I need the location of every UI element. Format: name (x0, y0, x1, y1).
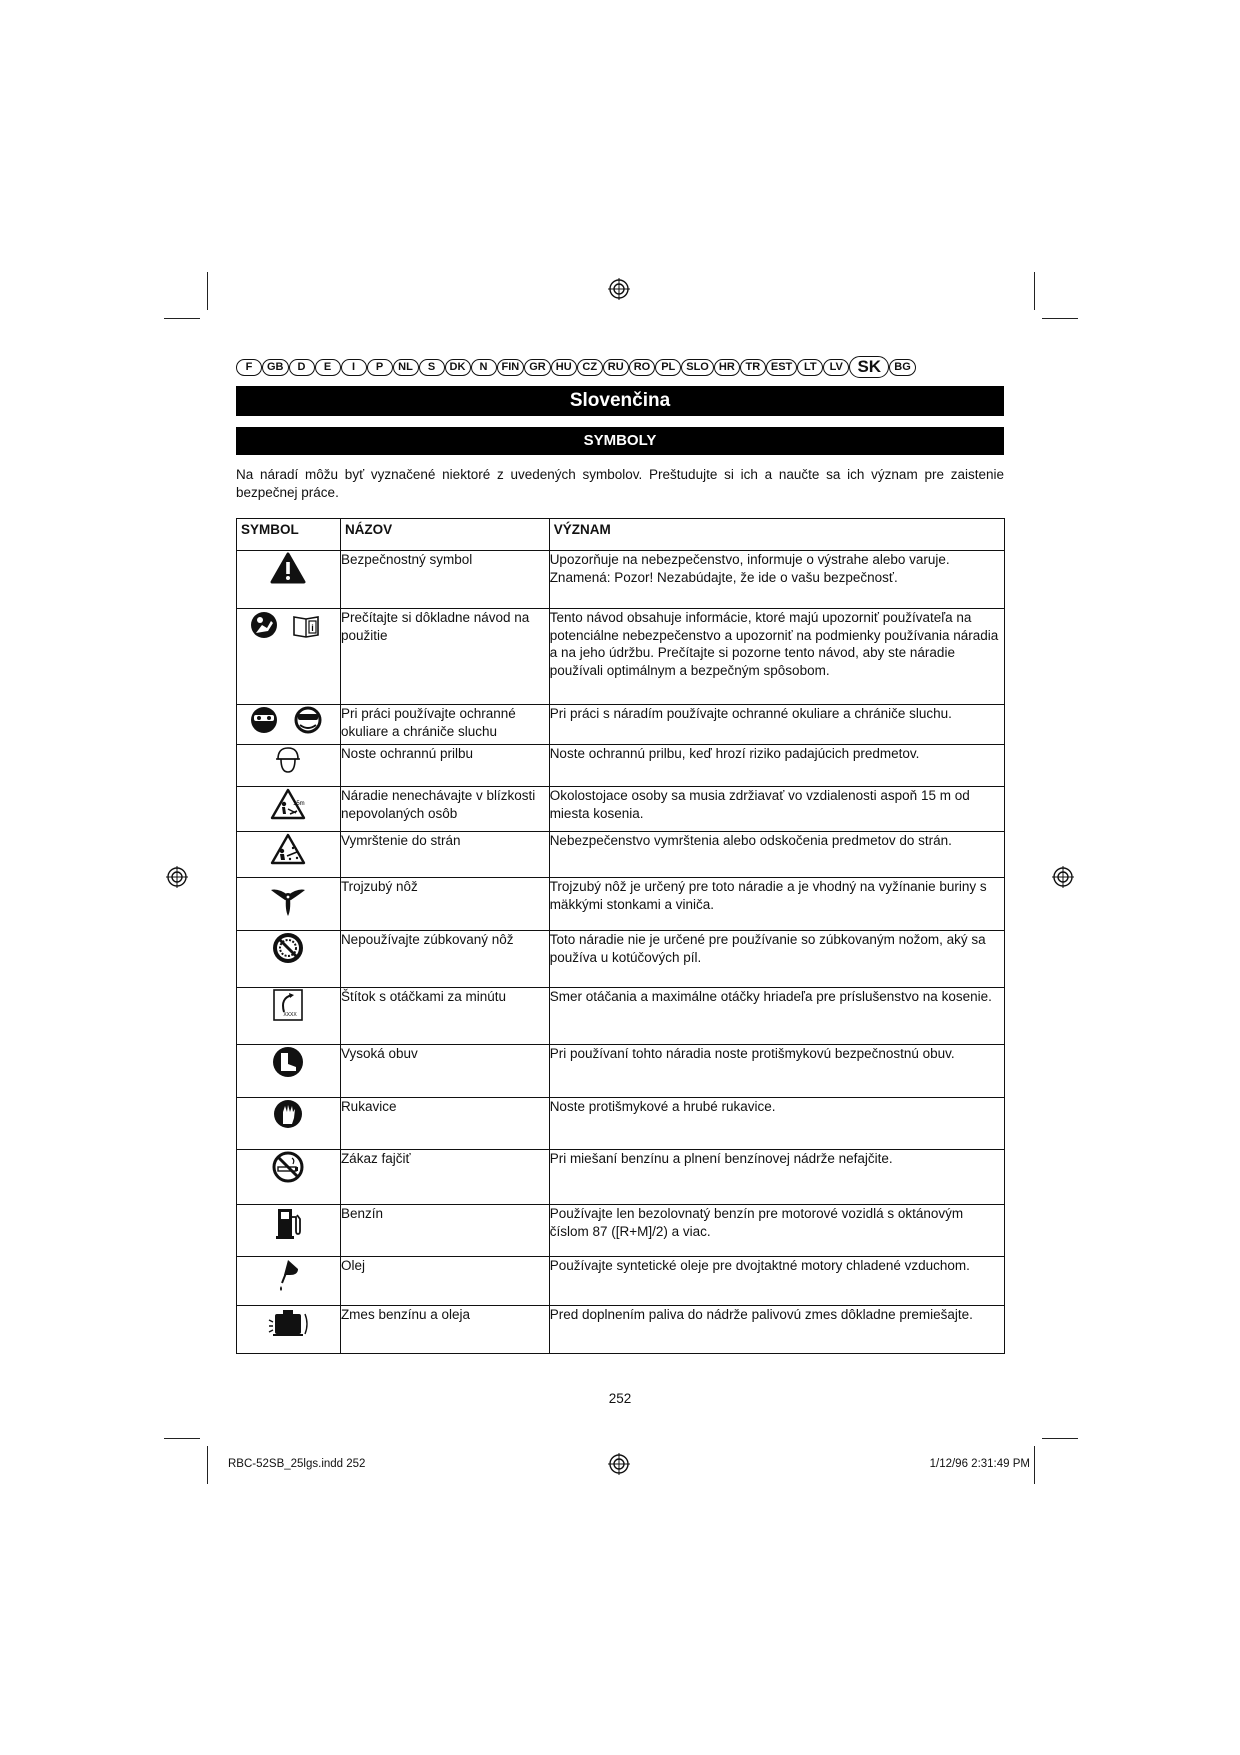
name-cell: Nepoužívajte zúbkovaný nôž (340, 931, 549, 988)
header-meaning: VÝZNAM (549, 519, 1004, 551)
crop-mark (1042, 1438, 1078, 1439)
symbol-cell (237, 1205, 341, 1257)
language-tab-fin: FIN (497, 359, 525, 376)
language-tabs (236, 356, 1006, 378)
language-tab-lv: LV (823, 359, 849, 376)
gloves-icon (272, 1098, 304, 1130)
meaning-cell: Používajte len bezolovnatý benzín pre motorové vozidlá s oktánovým číslom 87 ([R+M]/2) a viac. (549, 1205, 1004, 1257)
rpm-label-icon (272, 988, 304, 1022)
meaning-cell: Trojzubý nôž je určený pre toto náradie a je vhodný na vyžínanie buriny s mäkkými stonkami a viniča. (549, 878, 1004, 931)
symbol-cell (237, 551, 341, 609)
table-row (237, 551, 1005, 609)
meaning-cell: Používajte syntetické oleje pre dvojtaktné motory chladené vzduchom. (549, 1257, 1004, 1306)
language-tab-e: E (315, 359, 341, 376)
language-tab-gr: GR (524, 359, 551, 376)
crop-mark (164, 1438, 200, 1439)
symbol-cell (237, 878, 341, 931)
table-row (237, 1257, 1005, 1306)
language-tab-gb: GB (262, 359, 289, 376)
warning-triangle-icon (269, 551, 307, 585)
symbol-cell (237, 988, 341, 1045)
svg-text:i: i (311, 623, 315, 633)
registration-mark-icon (608, 1453, 630, 1475)
page-number: 252 (608, 1391, 632, 1406)
language-tab-s: S (419, 359, 445, 376)
name-cell: Benzín (340, 1205, 549, 1257)
footer-file: RBC-52SB_25lgs.indd 252 (228, 1458, 366, 1470)
keep-distance-icon (270, 787, 306, 821)
language-tab-slo: SLO (681, 359, 714, 376)
symbol-cell (237, 609, 341, 705)
read-manual-icon (250, 609, 326, 641)
language-tab-tr: TR (740, 359, 766, 376)
meaning-cell: Pri práci s náradím používajte ochranné okuliare a chrániče sluchu. (549, 705, 1004, 745)
name-cell: Zmes benzínu a oleja (340, 1306, 549, 1354)
symbol-cell (237, 1045, 341, 1098)
name-cell: Náradie nenechávajte v blízkosti nepovolaných osôb (340, 787, 549, 832)
language-tab-ro: RO (629, 359, 656, 376)
no-saw-blade-icon (271, 931, 305, 965)
meaning-cell: Toto náradie nie je určené pre používanie so zúbkovaným nožom, aký sa používa u kotúčových píl. (549, 931, 1004, 988)
language-tab-bg: BG (889, 359, 916, 376)
symbol-cell (237, 931, 341, 988)
page-title: Slovenčina (236, 386, 1004, 416)
intro-paragraph: Na náradí môžu byť vyznačené niektoré z uvedených symbolov. Preštudujte si ich a naučte sa ich význam pre zaistenie bezpečnej práce. (236, 467, 1004, 500)
language-tab-ru: RU (603, 359, 629, 376)
header-symbol: SYMBOL (237, 519, 341, 551)
language-tab-d: D (289, 359, 315, 376)
name-cell: Olej (340, 1257, 549, 1306)
footer-date: 1/12/96 2:31:49 PM (929, 1458, 1030, 1470)
crop-mark (207, 1446, 208, 1484)
thrown-objects-icon (270, 832, 306, 866)
language-tab-nl: NL (393, 359, 419, 376)
registration-mark-icon (166, 866, 188, 888)
name-cell: Prečítajte si dôkladne návod na použitie (340, 609, 549, 705)
name-cell: Vymrštenie do strán (340, 832, 549, 878)
boots-icon (271, 1045, 305, 1079)
table-row (237, 832, 1005, 878)
table-row (237, 1205, 1005, 1257)
name-cell: Bezpečnostný symbol (340, 551, 549, 609)
symbol-cell (237, 787, 341, 832)
language-tab-dk: DK (445, 359, 471, 376)
table-row (237, 609, 1005, 705)
meaning-cell: Noste protišmykové a hrubé rukavice. (549, 1098, 1004, 1150)
table-row (237, 1306, 1005, 1354)
fuel-mix-icon (263, 1306, 313, 1340)
table-row (237, 988, 1005, 1045)
language-tab-cz: CZ (577, 359, 603, 376)
meaning-cell: Pri používaní tohto náradia noste protišmykovú bezpečnostnú obuv. (549, 1045, 1004, 1098)
table-header-row (237, 519, 1005, 551)
table-row (237, 787, 1005, 832)
language-tab-sk: SK (849, 356, 889, 378)
header-name: NÁZOV (340, 519, 549, 551)
helmet-icon (275, 745, 301, 775)
oil-can-icon (276, 1257, 300, 1293)
name-cell: Rukavice (340, 1098, 549, 1150)
meaning-cell: Pred doplnením paliva do nádrže palivovú zmes dôkladne premiešajte. (549, 1306, 1004, 1354)
section-title: SYMBOLY (236, 427, 1004, 455)
crop-mark (207, 272, 208, 310)
language-tab-n: N (471, 359, 497, 376)
rpm-label-text: XXXX (283, 1012, 298, 1018)
language-tab-hu: HU (551, 359, 577, 376)
table-row (237, 1150, 1005, 1205)
name-cell: Vysoká obuv (340, 1045, 549, 1098)
symbol-cell (237, 1098, 341, 1150)
language-tab-pl: PL (655, 359, 681, 376)
symbol-cell (237, 705, 341, 745)
crop-mark (164, 318, 200, 319)
name-cell: Noste ochrannú prilbu (340, 745, 549, 787)
meaning-cell: Pri miešaní benzínu a plnení benzínovej nádrže nefajčite. (549, 1150, 1004, 1205)
registration-mark-icon (1052, 866, 1074, 888)
crop-mark (1042, 318, 1078, 319)
fuel-pump-icon (273, 1205, 303, 1241)
language-tab-i: I (341, 359, 367, 376)
table-row (237, 1098, 1005, 1150)
language-tab-est: EST (766, 359, 797, 376)
symbol-cell (237, 1150, 341, 1205)
table-row (237, 705, 1005, 745)
meaning-cell: Upozorňuje na nebezpečenstvo, informuje o výstrahe alebo varuje. Znamená: Pozor! Nezabúdajte, že ide o vašu bezpečnosť. (549, 551, 1004, 609)
no-smoking-icon (271, 1150, 305, 1184)
name-cell: Zákaz fajčiť (340, 1150, 549, 1205)
meaning-cell: Tento návod obsahuje informácie, ktoré majú upozorniť používateľa na potenciálne nebezpečenstvo a upozorniť na podmienky používania náradia a na jeho údržbu. Prečítajte si pozorne tento návod, aby ste náradie používali optimálnym a bezpečným spôsobom. (549, 609, 1004, 705)
language-tab-f: F (236, 359, 262, 376)
meaning-cell: Noste ochrannú prilbu, keď hrozí riziko padajúcich predmetov. (549, 745, 1004, 787)
name-cell: Pri práci používajte ochranné okuliare a chrániče sluchu (340, 705, 549, 745)
symbol-cell (237, 1257, 341, 1306)
symbol-cell (237, 1306, 341, 1354)
meaning-cell: Smer otáčania a maximálne otáčky hriadeľa pre príslušenstvo na kosenie. (549, 988, 1004, 1045)
name-cell: Štítok s otáčkami za minútu (340, 988, 549, 1045)
language-tab-p: P (367, 359, 393, 376)
language-tab-lt: LT (797, 359, 823, 376)
three-tooth-blade-icon (268, 878, 308, 918)
name-cell: Trojzubý nôž (340, 878, 549, 931)
table-row (237, 745, 1005, 787)
symbol-table (236, 518, 1005, 1354)
table-row (237, 931, 1005, 988)
meaning-cell: Okolostojace osoby sa musia zdržiavať vo vzdialenosti aspoň 15 m od miesta kosenia. (549, 787, 1004, 832)
language-tab-hr: HR (714, 359, 740, 376)
symbol-cell (237, 745, 341, 787)
crop-mark (1034, 272, 1035, 310)
crop-mark (1034, 1446, 1035, 1484)
meaning-cell: Nebezpečenstvo vymrštenia alebo odskočenia predmetov do strán. (549, 832, 1004, 878)
table-row (237, 878, 1005, 931)
eye-ear-protection-icon (250, 705, 326, 735)
table-row (237, 1045, 1005, 1098)
symbol-cell (237, 832, 341, 878)
svg-text:15m: 15m (293, 801, 306, 807)
registration-mark-icon (608, 278, 630, 300)
